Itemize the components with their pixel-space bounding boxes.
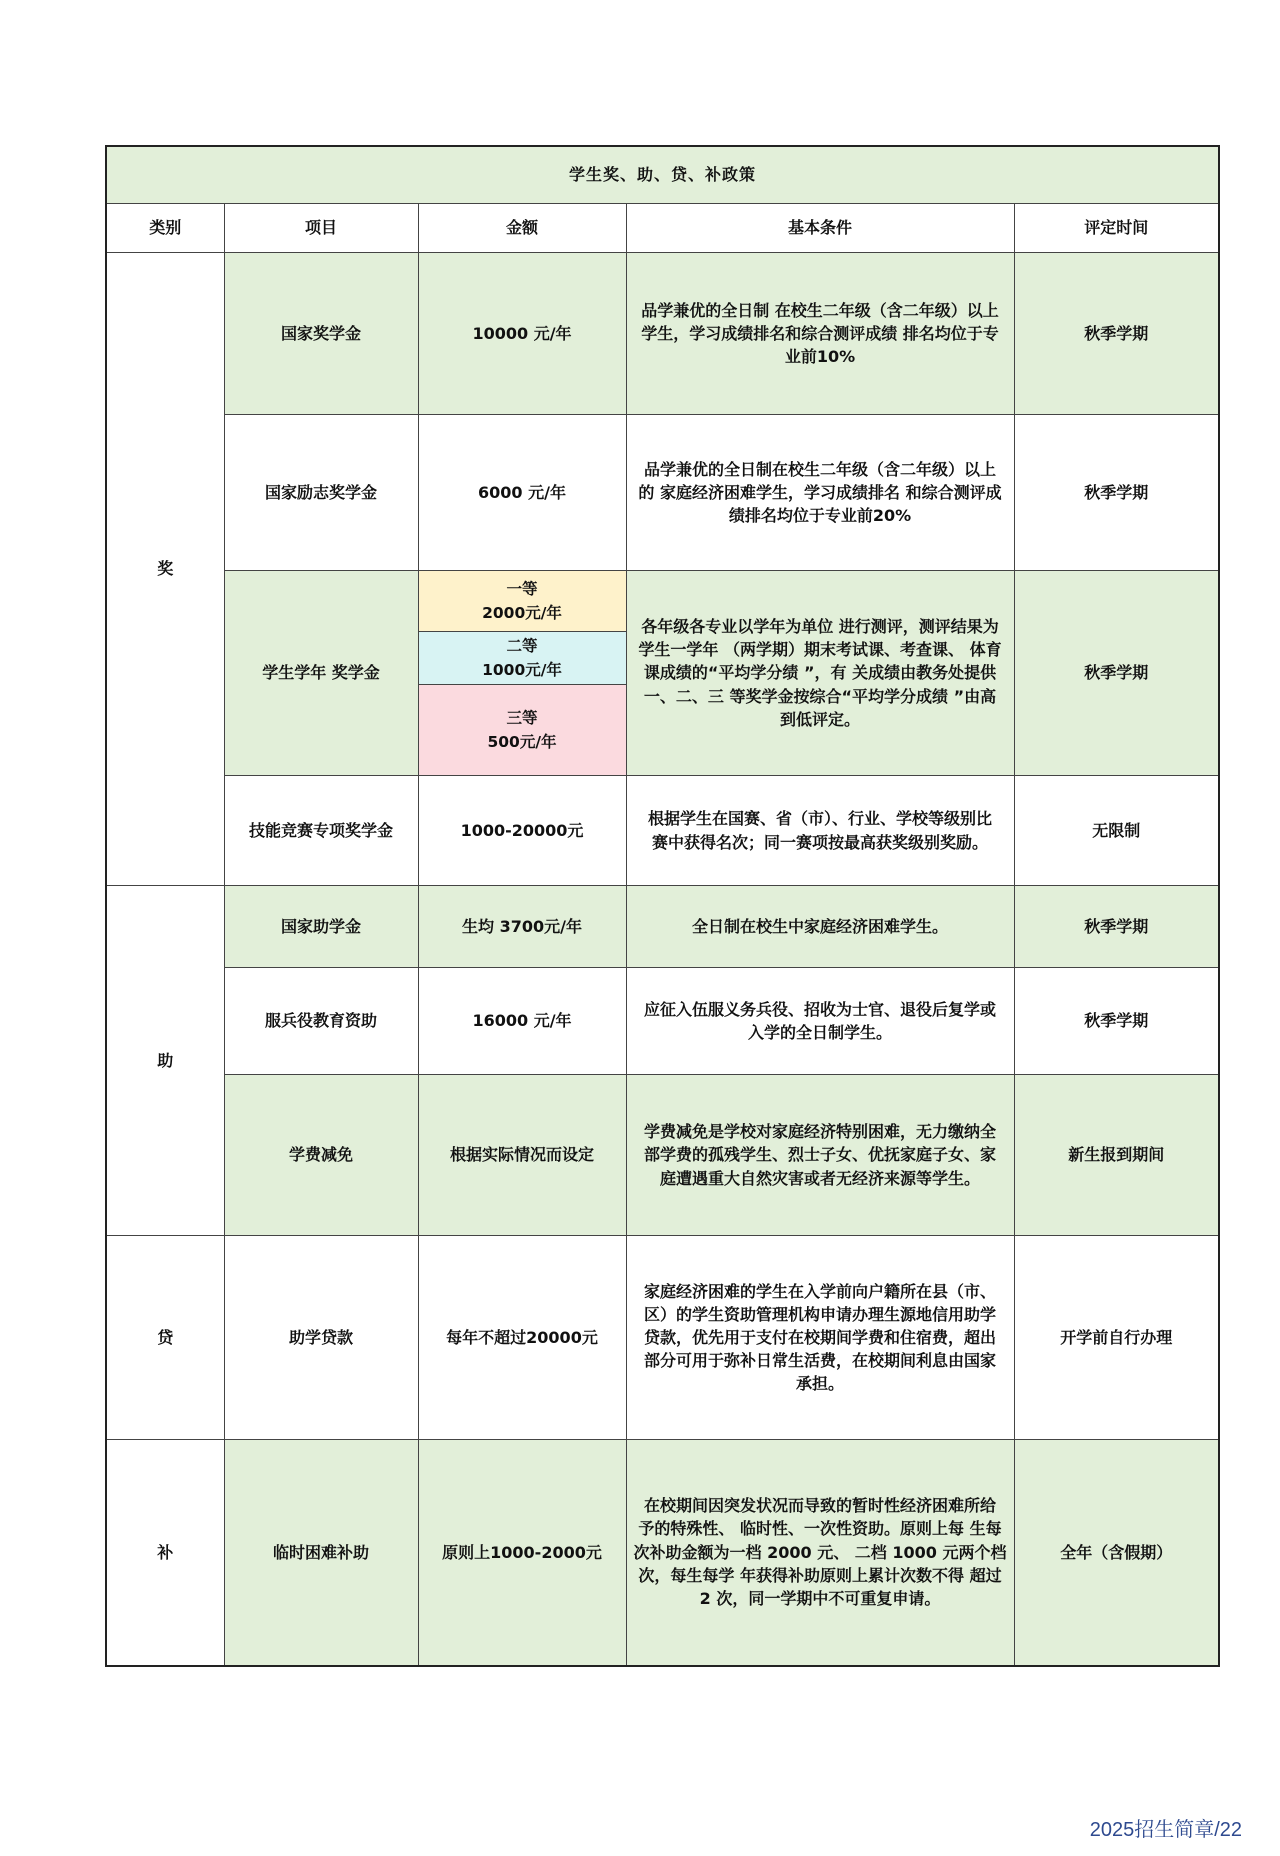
condition-line: 学费减免是学校对家庭经济特别困难，无力缴纳全 — [643, 1122, 996, 1142]
table-row — [106, 886, 1219, 968]
condition-line: 区）的学生资助管理机构申请办理生源地信用助学 — [643, 1304, 996, 1324]
category-dai: 贷 — [106, 1236, 224, 1440]
time-cell: 无限制 — [1014, 776, 1219, 886]
conditions-cell — [626, 253, 1014, 415]
condition-line: 品学兼优的全日制 在校生二年级（含二年级）以上 — [641, 300, 999, 320]
condition-line: 一、二、三 等奖学金按综合“平均学分成绩 ”由高 — [643, 686, 997, 706]
tier-amount: 500元/年 — [487, 733, 557, 751]
conditions-cell — [626, 1236, 1014, 1440]
header-amount: 金额 — [418, 204, 626, 253]
condition-line: 次补助金额为一档 2000 元、 二档 1000 元两个档 — [633, 1542, 1007, 1562]
condition-line: 到低评定。 — [779, 709, 860, 729]
amount-cell: 1000-20000元 — [418, 776, 626, 886]
conditions-cell — [626, 571, 1014, 776]
condition-line: 业前10% — [784, 347, 856, 367]
item-cell: 助学贷款 — [224, 1236, 418, 1440]
item-cell: 国家助学金 — [224, 886, 418, 968]
table-row — [106, 968, 1219, 1075]
table-row — [106, 1075, 1219, 1236]
amount-tiers — [418, 571, 626, 776]
header-time: 评定时间 — [1014, 204, 1219, 253]
conditions-cell — [626, 1075, 1014, 1236]
item-cell: 国家奖学金 — [224, 253, 418, 415]
tier-amount: 2000元/年 — [482, 604, 562, 622]
conditions-cell — [626, 968, 1014, 1075]
condition-line: 的 家庭经济困难学生，学习成绩排名 和综合测评成 — [638, 482, 1002, 502]
time-cell: 秋季学期 — [1014, 253, 1219, 415]
tier-level: 一等 — [506, 579, 538, 598]
tier-first — [419, 571, 626, 632]
amount-cell: 10000 元/年 — [418, 253, 626, 415]
page-footer: 2025招生简章/22 — [1089, 1819, 1242, 1841]
condition-line: 予的特殊性、 临时性、一次性资助。原则上每 生每 — [638, 1519, 1002, 1539]
table-row — [106, 776, 1219, 886]
time-cell: 秋季学期 — [1014, 415, 1219, 571]
condition-line: 学生，学习成绩排名和综合测评成绩 排名均位于专 — [641, 323, 999, 343]
time-cell: 新生报到期间 — [1014, 1075, 1219, 1236]
amount-cell: 根据实际情况而设定 — [418, 1075, 626, 1236]
tier-third — [419, 685, 626, 775]
condition-line: 根据学生在国赛、省（市）、行业、学校等级别比 — [647, 809, 992, 829]
condition-line: 课成绩的“平均学分绩 ”，有 关成绩由教务处提供 — [643, 663, 997, 683]
time-cell: 开学前自行办理 — [1014, 1236, 1219, 1440]
header-item: 项目 — [224, 204, 418, 253]
time-cell: 秋季学期 — [1014, 886, 1219, 968]
conditions-cell — [626, 886, 1014, 968]
tier-amount: 1000元/年 — [482, 661, 562, 679]
condition-line: 2 次，同一学期中不可重复申请。 — [699, 1589, 941, 1609]
condition-line: 全日制在校生中家庭经济困难学生。 — [691, 916, 948, 936]
conditions-cell — [626, 1440, 1014, 1666]
table-row — [106, 253, 1219, 415]
item-cell: 学生学年 奖学金 — [224, 571, 418, 776]
conditions-cell — [626, 776, 1014, 886]
category-bu: 补 — [106, 1440, 224, 1666]
condition-line: 承担。 — [795, 1374, 844, 1394]
time-cell: 全年（含假期） — [1014, 1440, 1219, 1666]
condition-line: 部分可用于弥补日常生活费，在校期间利息由国家 — [643, 1351, 996, 1371]
item-cell: 学费减免 — [224, 1075, 418, 1236]
amount-cell: 16000 元/年 — [418, 968, 626, 1075]
policy-table — [105, 145, 1220, 1667]
table-title: 学生奖、助、贷、补政策 — [106, 146, 1219, 204]
amount-cell: 每年不超过20000元 — [418, 1236, 626, 1440]
table-row — [106, 1440, 1219, 1666]
amount-cell: 6000 元/年 — [418, 415, 626, 571]
condition-line: 绩排名均位于专业前20% — [728, 506, 912, 526]
table-row — [106, 415, 1219, 571]
tier-second — [419, 632, 626, 685]
table-row — [106, 1236, 1219, 1440]
time-cell: 秋季学期 — [1014, 571, 1219, 776]
condition-line: 学生一学年 （两学期）期末考试课、考查课、 体育 — [638, 640, 1002, 660]
item-cell: 服兵役教育资助 — [224, 968, 418, 1075]
table-row — [106, 571, 1219, 776]
tier-level: 二等 — [506, 636, 538, 655]
condition-line: 贷款，优先用于支付在校期间学费和住宿费，超出 — [643, 1327, 996, 1347]
category-zhu: 助 — [106, 886, 224, 1236]
condition-line: 应征入伍服义务兵役、招收为士官、退役后复学或 — [643, 999, 996, 1019]
condition-line: 庭遭遇重大自然灾害或者无经济来源等学生。 — [659, 1168, 980, 1188]
category-jiang: 奖 — [106, 253, 224, 886]
header-category: 类别 — [106, 204, 224, 253]
conditions-cell — [626, 415, 1014, 571]
header-conditions: 基本条件 — [626, 204, 1014, 253]
item-cell: 临时困难补助 — [224, 1440, 418, 1666]
condition-line: 入学的全日制学生。 — [747, 1023, 892, 1042]
condition-line: 次，每生每学 年获得补助原则上累计次数不得 超过 — [638, 1565, 1002, 1585]
condition-line: 各年级各专业以学年为单位 进行测评，测评结果为 — [641, 617, 999, 637]
tier-level: 三等 — [506, 708, 538, 727]
condition-line: 家庭经济困难的学生在入学前向户籍所在县（市、 — [643, 1281, 996, 1301]
amount-cell: 原则上1000-2000元 — [418, 1440, 626, 1666]
item-cell: 技能竞赛专项奖学金 — [224, 776, 418, 886]
amount-cell: 生均 3700元/年 — [418, 886, 626, 968]
condition-line: 品学兼优的全日制在校生二年级（含二年级）以上 — [643, 459, 996, 479]
item-cell: 国家励志奖学金 — [224, 415, 418, 571]
time-cell: 秋季学期 — [1014, 968, 1219, 1075]
condition-line: 在校期间因突发状况而导致的暂时性经济困难所给 — [643, 1496, 996, 1516]
condition-line: 部学费的孤残学生、烈士子女、优抚家庭子女、家 — [643, 1145, 996, 1165]
condition-line: 赛中获得名次；同一赛项按最高获奖级别奖励。 — [651, 832, 988, 852]
